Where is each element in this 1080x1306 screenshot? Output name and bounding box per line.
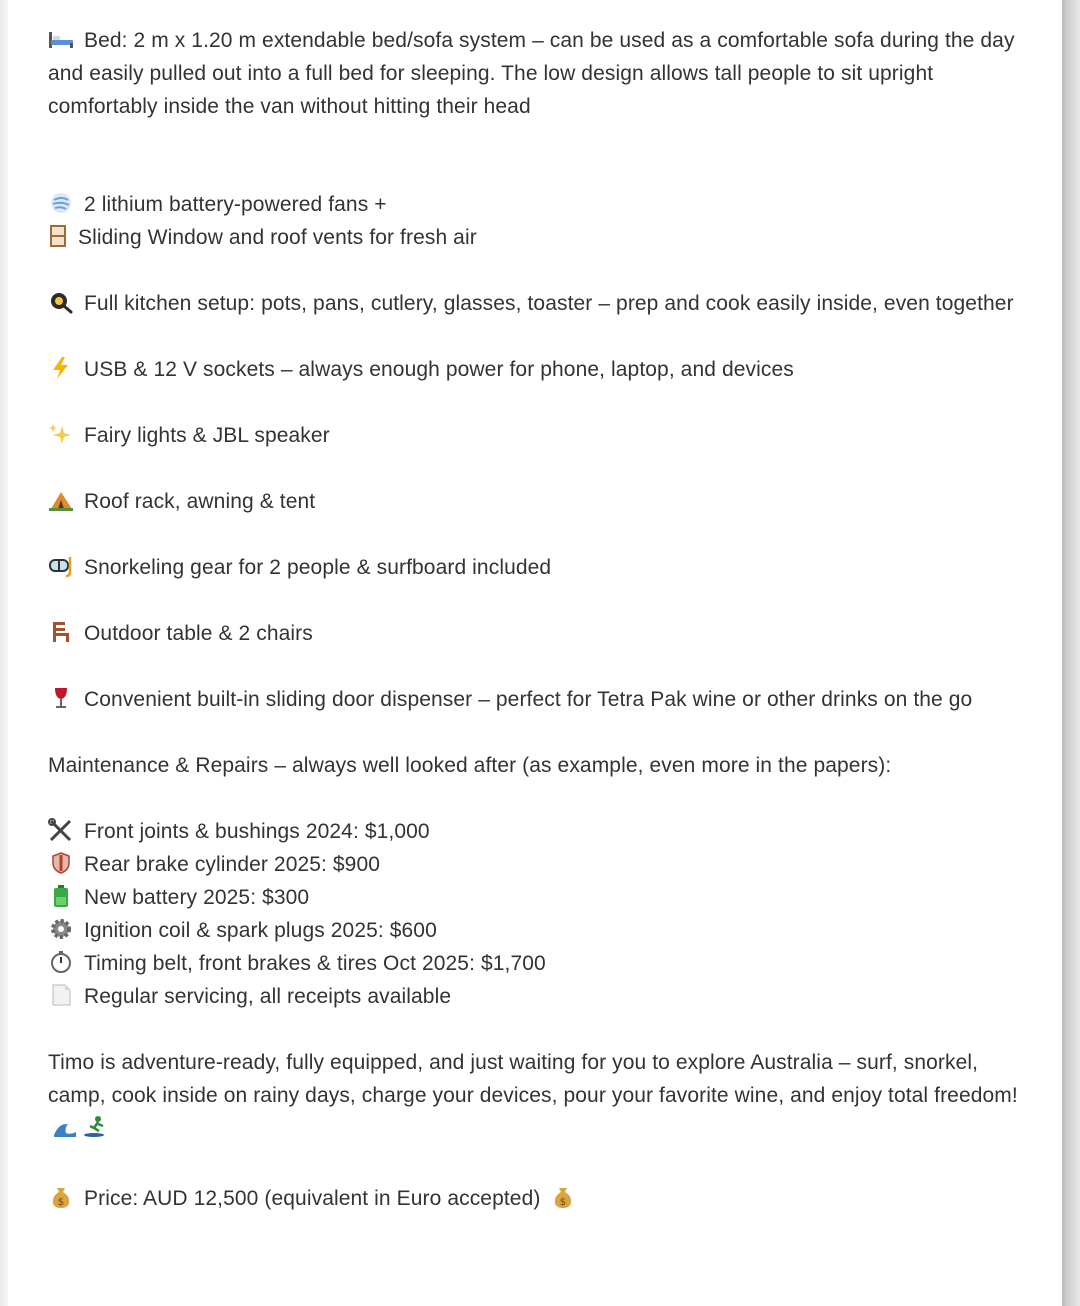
repair-item bbox=[48, 980, 1038, 1013]
fans-text: 2 lithium battery-powered fans + bbox=[84, 193, 387, 216]
bed-paragraph bbox=[48, 24, 1038, 123]
money-bag-icon bbox=[550, 1185, 576, 1219]
wine-glass-icon bbox=[48, 686, 74, 710]
spacer bbox=[48, 1149, 1038, 1182]
spacer bbox=[48, 1013, 1038, 1046]
repair-item bbox=[48, 947, 1038, 980]
spacer bbox=[48, 650, 1038, 683]
spacer bbox=[48, 452, 1038, 485]
tools-icon bbox=[48, 818, 74, 842]
snorkel-paragraph bbox=[48, 551, 1038, 584]
repair-text: Rear brake cylinder 2025: $900 bbox=[84, 853, 381, 876]
repair-item bbox=[48, 848, 1038, 881]
spacer bbox=[48, 386, 1038, 419]
repair-text: Regular servicing, all receipts available bbox=[84, 985, 452, 1008]
closing-text: Timo is adventure-ready, fully equipped, and just waiting for you to explore Australia – surf, snorkel, camp, cook inside on rainy days, charge your devices, pour your favorite wine, and enjoy total freedom! bbox=[48, 1051, 1018, 1107]
sparkles-icon bbox=[48, 422, 74, 446]
repair-text: Ignition coil & spark plugs 2025: $600 bbox=[84, 919, 437, 942]
dispenser-text: Convenient built-in sliding door dispenser – perfect for Tetra Pak wine or other drinks on the go bbox=[84, 688, 973, 711]
window-line bbox=[48, 221, 1038, 254]
document-body bbox=[48, 24, 1038, 1219]
repairs-list bbox=[48, 815, 1038, 1013]
page-scroll-edge bbox=[1062, 0, 1080, 1306]
battery-icon bbox=[48, 884, 74, 908]
fans-line bbox=[48, 188, 1038, 221]
repair-item bbox=[48, 914, 1038, 947]
spacer bbox=[48, 782, 1038, 815]
kitchen-text: Full kitchen setup: pots, pans, cutlery, glasses, toaster – prep and cook easily inside, even together bbox=[84, 292, 1014, 315]
sockets-text: USB & 12 V sockets – always enough power for phone, laptop, and devices bbox=[84, 358, 794, 381]
wave-icon bbox=[52, 1115, 78, 1149]
camping-icon bbox=[48, 488, 74, 512]
page-left-edge bbox=[0, 0, 8, 1306]
kitchen-paragraph bbox=[48, 287, 1038, 320]
lights-paragraph bbox=[48, 419, 1038, 452]
sockets-paragraph bbox=[48, 353, 1038, 386]
lights-text: Fairy lights & JBL speaker bbox=[84, 424, 330, 447]
svg-text:$: $ bbox=[560, 1197, 567, 1208]
svg-text:$: $ bbox=[57, 1197, 65, 1208]
bed-text: Bed: 2 m x 1.20 m extendable bed/sofa system – can be used as a comfortable sofa during the day and easily pulled out into a full bed for sleeping. The low design allows tall people to sit upright comfortably inside the van without hitting their head bbox=[48, 29, 1015, 118]
spacer bbox=[48, 716, 1038, 749]
bed-icon bbox=[48, 27, 74, 51]
repair-item bbox=[48, 881, 1038, 914]
chair-icon bbox=[48, 620, 74, 644]
stopwatch-icon bbox=[48, 950, 74, 974]
fans-paragraph bbox=[48, 188, 1038, 254]
repair-item bbox=[48, 815, 1038, 848]
repair-text: Front joints & bushings 2024: $1,000 bbox=[84, 820, 430, 843]
outdoor-text: Outdoor table & 2 chairs bbox=[84, 622, 313, 645]
window-text: Sliding Window and roof vents for fresh air bbox=[78, 226, 477, 249]
roof-text: Roof rack, awning & tent bbox=[84, 490, 316, 513]
maintenance-heading: Maintenance & Repairs – always well looked after (as example, even more in the papers): bbox=[48, 754, 892, 777]
price-paragraph bbox=[48, 1182, 1038, 1219]
diving-mask-icon bbox=[48, 554, 74, 578]
shield-icon bbox=[48, 851, 74, 875]
page-icon bbox=[48, 983, 74, 1007]
money-bag-icon bbox=[48, 1185, 74, 1209]
surfer-icon bbox=[82, 1115, 108, 1149]
frying-pan-icon bbox=[48, 290, 74, 314]
spacer bbox=[48, 254, 1038, 287]
lightning-icon bbox=[48, 356, 74, 380]
spacer bbox=[48, 518, 1038, 551]
outdoor-paragraph bbox=[48, 617, 1038, 650]
repair-text: New battery 2025: $300 bbox=[84, 886, 310, 909]
repair-text: Timing belt, front brakes & tires Oct 2025: $1,700 bbox=[84, 952, 546, 975]
gear-icon bbox=[48, 917, 74, 941]
spacer bbox=[48, 320, 1038, 353]
price-text: Price: AUD 12,500 (equivalent in Euro accepted) bbox=[84, 1187, 541, 1210]
window-icon bbox=[48, 224, 68, 248]
roof-paragraph bbox=[48, 485, 1038, 518]
spacer bbox=[48, 123, 1038, 188]
closing-paragraph bbox=[48, 1046, 1038, 1149]
spacer bbox=[48, 584, 1038, 617]
snorkel-text: Snorkeling gear for 2 people & surfboard included bbox=[84, 556, 552, 579]
dispenser-paragraph bbox=[48, 683, 1038, 716]
wind-icon bbox=[48, 191, 74, 215]
